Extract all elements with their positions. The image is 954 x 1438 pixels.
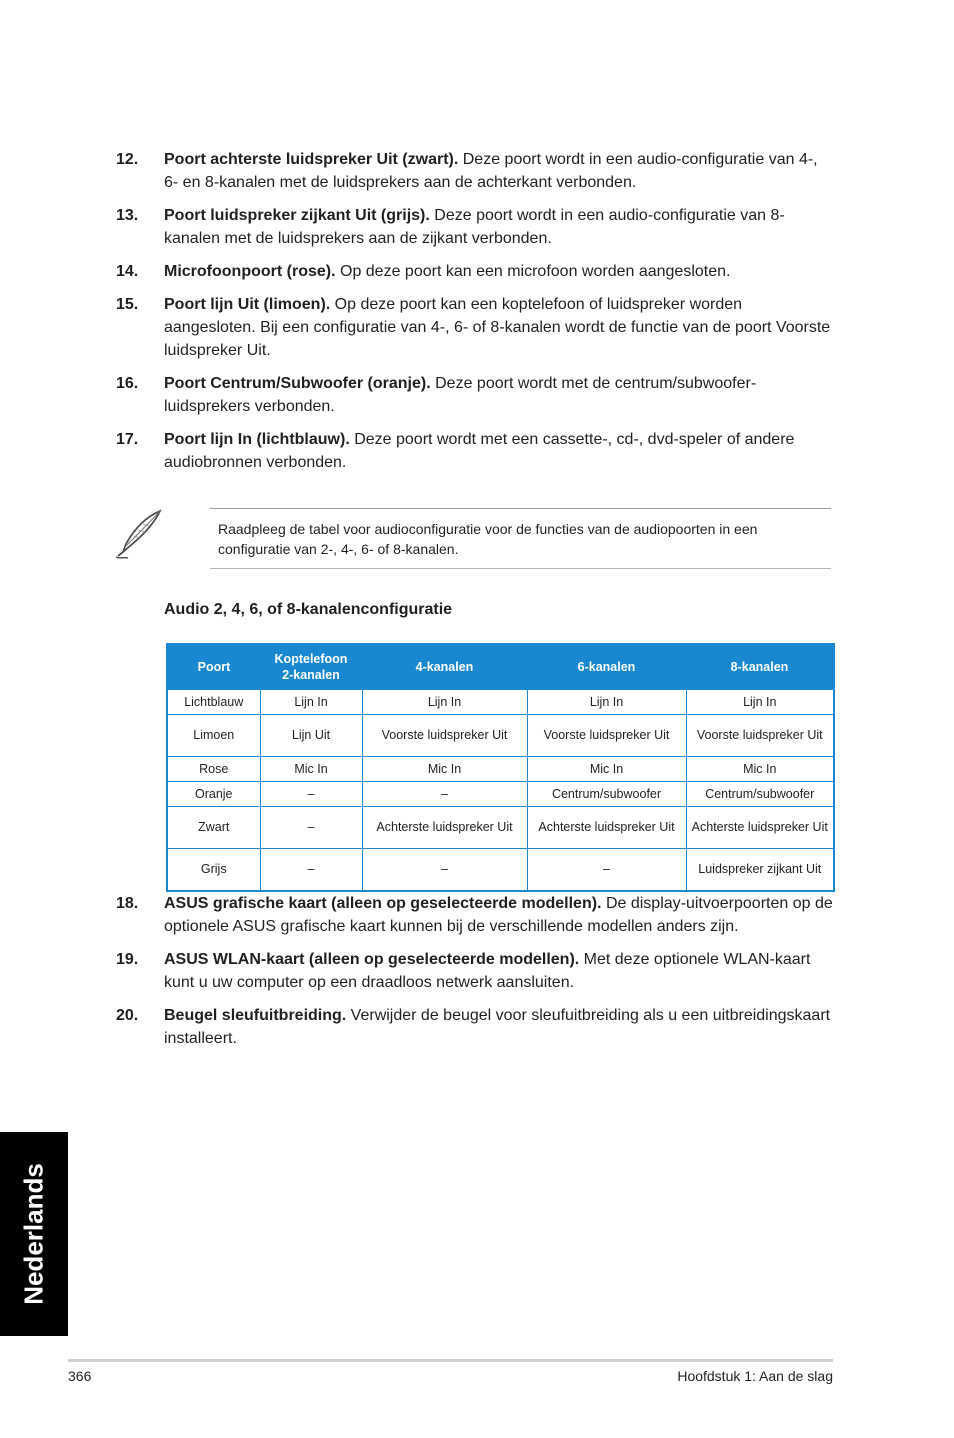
item-title: ASUS WLAN-kaart (alleen op geselecteerde modellen).	[164, 951, 580, 968]
list-item	[116, 260, 836, 283]
list-item	[116, 948, 836, 994]
port-list-bottom	[116, 892, 836, 1060]
item-text: Deze poort wordt in een audio-configuratie van 8-kanalen met de luidsprekers aan de zijkant verbonden.	[164, 207, 785, 247]
list-item	[116, 892, 836, 938]
item-text: Op deze poort kan een koptelefoon of luidspreker worden aangesloten. Bij een configuratie van 4-, 6- of 8-kanalen wordt de functie van de poort Voorste luidspreker Uit.	[164, 296, 831, 359]
item-title: Poort lijn In (lichtblauw).	[164, 431, 350, 448]
audio-config-table	[166, 643, 835, 892]
note-top-rule	[210, 508, 831, 509]
table-row	[167, 715, 834, 757]
note-text: Raadpleeg de tabel voor audioconfiguratie voor de functies van de audiopoorten in een configuratie van 2-, 4-, 6- of 8-kanalen.	[218, 521, 758, 557]
footer-rule	[68, 1359, 833, 1362]
table-cell: Rose	[167, 757, 260, 782]
table-cell: Lijn Uit	[260, 715, 362, 757]
table-cell: –	[260, 782, 362, 807]
table-row	[167, 849, 834, 892]
table-cell: Lijn In	[686, 690, 834, 715]
list-item	[116, 148, 836, 194]
page-number: 366	[68, 1368, 92, 1384]
list-item	[116, 204, 836, 250]
header-line-1: Koptelefoon	[274, 652, 348, 666]
item-title: ASUS grafische kaart (alleen op geselecteerde modellen).	[164, 895, 602, 912]
column-header-6ch: 6-kanalen	[527, 644, 686, 690]
table-title: Audio 2, 4, 6, of 8-kanalenconfiguratie	[164, 601, 453, 618]
table-cell: Lijn In	[260, 690, 362, 715]
item-number: 14.	[116, 263, 139, 280]
pen-icon	[114, 508, 166, 560]
table-row	[167, 807, 834, 849]
item-number: 12.	[116, 151, 139, 168]
table-cell: Centrum/subwoofer	[527, 782, 686, 807]
table-cell: Achterste luidspreker Uit	[527, 807, 686, 849]
item-text: Met deze optionele WLAN-kaart kunt u uw computer op een draadloos netwerk aansluiten.	[164, 951, 811, 991]
table-cell: Limoen	[167, 715, 260, 757]
item-title: Beugel sleufuitbreiding.	[164, 1007, 347, 1024]
list-item	[116, 1004, 836, 1050]
table-row	[167, 782, 834, 807]
column-header-4ch: 4-kanalen	[362, 644, 527, 690]
note-bottom-rule	[210, 568, 831, 569]
list-item	[116, 428, 836, 474]
header-line-2: 2-kanalen	[282, 668, 340, 682]
table-cell: Achterste luidspreker Uit	[362, 807, 527, 849]
item-number: 13.	[116, 207, 139, 224]
chapter-title: Hoofdstuk 1: Aan de slag	[677, 1368, 833, 1384]
item-title: Poort luidspreker zijkant Uit (grijs).	[164, 207, 430, 224]
item-text: Deze poort wordt met een cassette-, cd-, dvd-speler of andere audiobronnen verbonden.	[164, 431, 795, 471]
table-cell: –	[260, 807, 362, 849]
item-text: De display-uitvoerpoorten op de optionele ASUS grafische kaart kunnen bij de verschillende modellen anders zijn.	[164, 895, 833, 935]
table-cell: –	[527, 849, 686, 892]
item-number: 19.	[116, 951, 139, 968]
column-header-8ch: 8-kanalen	[686, 644, 834, 690]
list-item	[116, 372, 836, 418]
language-tab-label: Nederlands	[18, 1163, 49, 1305]
item-number: 18.	[116, 895, 139, 912]
table-cell: Lijn In	[527, 690, 686, 715]
table-cell: Luidspreker zijkant Uit	[686, 849, 834, 892]
table-cell: Centrum/subwoofer	[686, 782, 834, 807]
table-cell: Achterste luidspreker Uit	[686, 807, 834, 849]
table-cell: –	[362, 782, 527, 807]
item-title: Poort achterste luidspreker Uit (zwart).	[164, 151, 459, 168]
table-cell: Oranje	[167, 782, 260, 807]
table-cell: Voorste luidspreker Uit	[686, 715, 834, 757]
table-cell: Voorste luidspreker Uit	[527, 715, 686, 757]
table-row	[167, 757, 834, 782]
table-cell: Lichtblauw	[167, 690, 260, 715]
item-title: Microfoonpoort (rose).	[164, 263, 336, 280]
item-number: 16.	[116, 375, 139, 392]
item-number: 17.	[116, 431, 139, 448]
item-number: 20.	[116, 1007, 139, 1024]
table-cell: Zwart	[167, 807, 260, 849]
table-cell: –	[362, 849, 527, 892]
table-header-row	[167, 644, 834, 690]
table-cell: Mic In	[362, 757, 527, 782]
table-cell: Voorste luidspreker Uit	[362, 715, 527, 757]
port-list-top	[116, 148, 836, 484]
table-cell: Mic In	[260, 757, 362, 782]
list-item	[116, 293, 836, 362]
table-row	[167, 690, 834, 715]
item-text: Deze poort wordt met de centrum/subwoofer-luidsprekers verbonden.	[164, 375, 757, 415]
item-title: Poort Centrum/Subwoofer (oranje).	[164, 375, 431, 392]
table-cell: –	[260, 849, 362, 892]
item-text: Deze poort wordt in een audio-configuratie van 4-, 6- en 8-kanalen met de luidsprekers aan de achterkant verbonden.	[164, 151, 818, 191]
table-cell: Grijs	[167, 849, 260, 892]
item-number: 15.	[116, 296, 139, 313]
table-cell: Mic In	[527, 757, 686, 782]
item-text: Verwijder de beugel voor sleufuitbreiding als u een uitbreidingskaart installeert.	[164, 1007, 831, 1047]
column-header-2ch	[260, 644, 362, 690]
table-cell: Lijn In	[362, 690, 527, 715]
table-cell: Mic In	[686, 757, 834, 782]
item-text: Op deze poort kan een microfoon worden aangesloten.	[335, 263, 731, 280]
column-header-port: Poort	[167, 644, 260, 690]
item-title: Poort lijn Uit (limoen).	[164, 296, 331, 313]
